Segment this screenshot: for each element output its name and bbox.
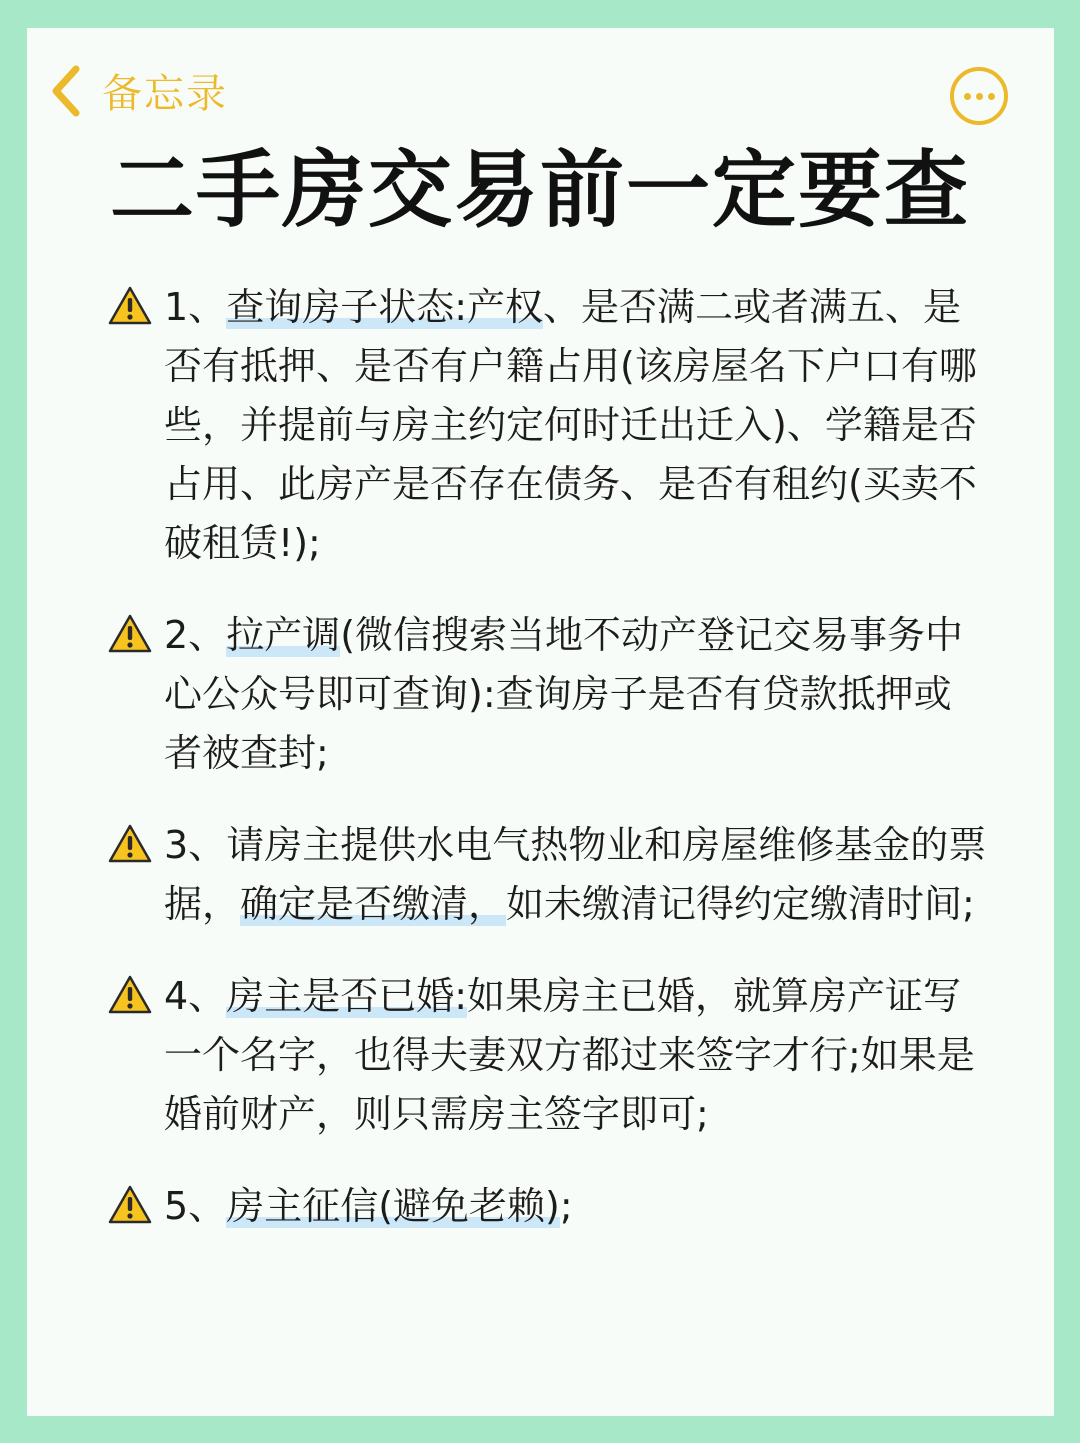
more-dot-icon xyxy=(976,93,983,100)
checklist xyxy=(108,278,988,1236)
item-number: 5、 xyxy=(164,1184,227,1228)
list-item xyxy=(108,1177,988,1236)
more-dot-icon xyxy=(964,93,971,100)
item-highlight: 房主征信(避免老赖) xyxy=(226,1184,560,1228)
note-title: 二手房交易前一定要查 xyxy=(109,141,970,239)
item-text: 如果房主已婚，就算房产证写一个名字，也得夫妻双方都过来签字才行;如果是婚前财产，则只需房主签字即可; xyxy=(164,974,975,1136)
item-highlight: 查询房子状态:产权 xyxy=(226,285,543,329)
more-dot-icon xyxy=(988,93,995,100)
back-label: 备忘录 xyxy=(102,71,228,117)
chevron-left-icon xyxy=(48,63,84,119)
item-highlight: 拉产调 xyxy=(226,613,341,657)
item-text: 请房主提供水电气热物业和房屋维修基金的票据， xyxy=(164,823,987,926)
warning-triangle-icon xyxy=(108,975,152,1015)
back-button[interactable] xyxy=(48,62,228,119)
item-highlight: 确定是否缴清， xyxy=(240,882,507,926)
item-number: 4、 xyxy=(164,974,227,1018)
item-text: (微信搜索当地不动产登记交易事务中心公众号即可查询):查询房子是否有贷款抵押或者被查封; xyxy=(164,613,964,775)
item-text: 、是否满二或者满五、是否有抵押、是否有户籍占用(该房屋名下户口有哪些，并提前与房主约定何时迁出迁入)、学籍是否占用、此房产是否存在债务、是否有租约(买卖不破租赁!); xyxy=(164,285,977,565)
warning-triangle-icon xyxy=(108,614,152,654)
warning-triangle-icon xyxy=(108,286,152,326)
list-item xyxy=(108,816,988,934)
item-number: 2、 xyxy=(164,613,227,657)
item-text: ; xyxy=(559,1184,573,1228)
list-item xyxy=(108,967,988,1144)
item-text: 如未缴清记得约定缴清时间; xyxy=(506,882,975,926)
warning-triangle-icon xyxy=(108,824,152,864)
warning-triangle-icon xyxy=(108,1185,152,1225)
item-highlight: 房主是否已婚: xyxy=(226,974,467,1018)
item-number: 3、 xyxy=(164,823,227,867)
item-number: 1、 xyxy=(164,285,227,329)
list-item xyxy=(108,278,988,573)
list-item xyxy=(108,606,988,783)
more-options-button[interactable] xyxy=(950,67,1008,125)
